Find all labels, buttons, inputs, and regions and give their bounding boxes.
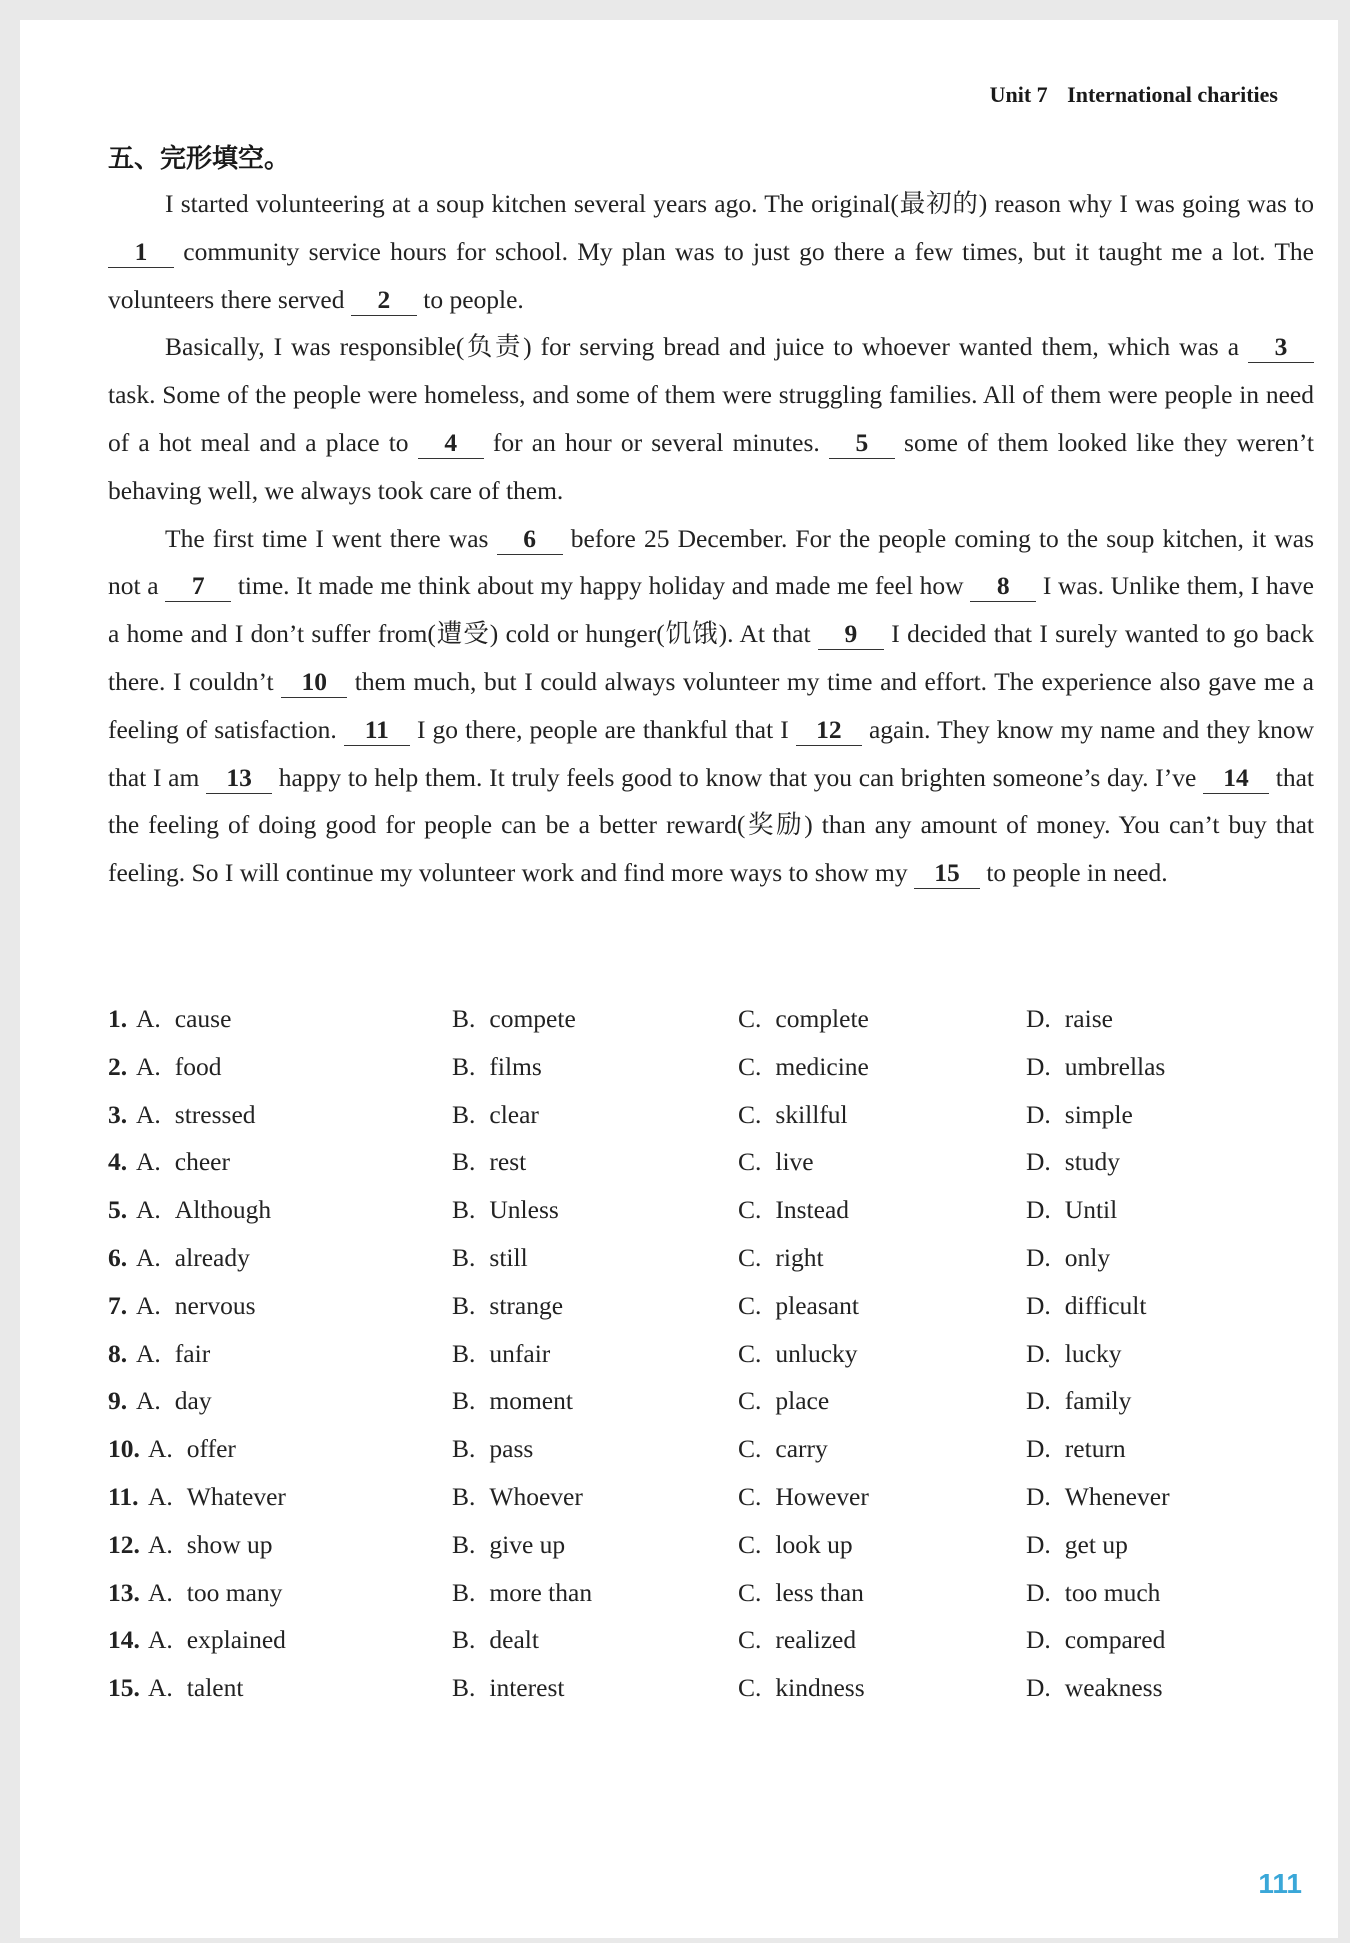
- option-d[interactable]: [1026, 1330, 1121, 1378]
- passage-text: happy to help them. It truly feels good to know that you can brighten someone’s day. I’ve: [272, 762, 1204, 792]
- blank-3[interactable]: 3: [1248, 332, 1314, 363]
- option-letter: B.: [452, 1290, 476, 1320]
- option-a[interactable]: [136, 1377, 212, 1425]
- option-letter: C.: [738, 1290, 762, 1320]
- option-letter: B.: [452, 1338, 476, 1368]
- option-text: nervous: [174, 1290, 256, 1320]
- option-text: Whatever: [186, 1481, 286, 1511]
- option-c[interactable]: [738, 1473, 869, 1521]
- blank-14[interactable]: 14: [1203, 763, 1269, 794]
- option-b[interactable]: [452, 1186, 559, 1234]
- option-text: unfair: [489, 1338, 551, 1368]
- option-d[interactable]: [1026, 1282, 1146, 1330]
- option-b[interactable]: [452, 1282, 563, 1330]
- question-number: 2.: [108, 1051, 128, 1081]
- option-text: Whenever: [1064, 1481, 1170, 1511]
- option-c[interactable]: [738, 1616, 856, 1664]
- option-c[interactable]: [738, 1282, 859, 1330]
- option-text: clear: [489, 1099, 539, 1129]
- passage-text: some of them looked like they weren’t behaving well, we always took care of them.: [108, 427, 1314, 505]
- option-letter: C.: [738, 1242, 762, 1272]
- question-row: [108, 1234, 1314, 1282]
- option-letter: D.: [1026, 1242, 1051, 1272]
- option-letter: B.: [452, 1242, 476, 1272]
- question-row: [108, 995, 1314, 1043]
- option-letter: A.: [148, 1625, 173, 1655]
- option-letter: B.: [452, 1577, 476, 1607]
- question-number: 12.: [108, 1529, 140, 1559]
- option-letter: A.: [148, 1481, 173, 1511]
- option-c[interactable]: [738, 1664, 865, 1712]
- option-text: realized: [775, 1625, 857, 1655]
- question-row: [108, 1186, 1314, 1234]
- option-a[interactable]: [148, 1521, 273, 1569]
- option-text: return: [1064, 1434, 1126, 1464]
- question-row: [108, 1377, 1314, 1425]
- option-letter: D.: [1026, 1529, 1051, 1559]
- option-text: medicine: [775, 1051, 869, 1081]
- option-text: dealt: [489, 1625, 539, 1655]
- option-a[interactable]: [136, 1186, 271, 1234]
- option-a[interactable]: [148, 1425, 236, 1473]
- option-text: moment: [489, 1386, 573, 1416]
- question-number: 15.: [108, 1673, 140, 1703]
- option-text: Whoever: [489, 1481, 583, 1511]
- option-a[interactable]: [148, 1569, 282, 1617]
- option-letter: A.: [148, 1529, 173, 1559]
- option-text: only: [1064, 1242, 1111, 1272]
- option-a[interactable]: [136, 1138, 230, 1186]
- passage-text: community service hours for school. My plan was to just go there a few times, but it taught me a lot. The volunteers there served: [108, 236, 1314, 314]
- option-text: already: [174, 1242, 250, 1272]
- option-letter: D.: [1026, 1434, 1051, 1464]
- question-row: [108, 1664, 1314, 1712]
- option-letter: A.: [148, 1434, 173, 1464]
- option-d[interactable]: [1026, 1234, 1110, 1282]
- option-text: still: [489, 1242, 528, 1272]
- option-text: study: [1064, 1147, 1121, 1177]
- option-letter: A.: [136, 1242, 161, 1272]
- option-text: rest: [489, 1147, 527, 1177]
- option-b[interactable]: [452, 1234, 528, 1282]
- option-text: too much: [1064, 1577, 1161, 1607]
- option-text: offer: [186, 1434, 236, 1464]
- question-row: [108, 1091, 1314, 1139]
- question-row: [108, 1138, 1314, 1186]
- option-text: Although: [174, 1195, 272, 1225]
- option-letter: B.: [452, 1147, 476, 1177]
- option-letter: B.: [452, 1386, 476, 1416]
- option-text: Instead: [775, 1195, 850, 1225]
- option-a[interactable]: [148, 1616, 286, 1664]
- option-text: pass: [489, 1434, 534, 1464]
- passage-text: The first time I went there was: [165, 523, 497, 553]
- question-number: 8.: [108, 1338, 128, 1368]
- option-letter: A.: [148, 1673, 173, 1703]
- blank-7[interactable]: 7: [165, 571, 231, 602]
- option-letter: B.: [452, 1051, 476, 1081]
- option-text: day: [174, 1386, 212, 1416]
- option-text: Unless: [489, 1195, 559, 1225]
- option-d[interactable]: [1026, 1377, 1131, 1425]
- option-text: show up: [186, 1529, 273, 1559]
- option-letter: D.: [1026, 1290, 1051, 1320]
- option-text: talent: [186, 1673, 244, 1703]
- question-number: 1.: [108, 1004, 128, 1033]
- option-letter: B.: [452, 1434, 476, 1464]
- option-letter: A.: [136, 1099, 161, 1129]
- passage-text: to people in need.: [979, 858, 1168, 888]
- worksheet-page: [20, 20, 1338, 1938]
- blank-15[interactable]: 15: [914, 858, 980, 889]
- question-row: [108, 1616, 1314, 1664]
- passage-text: I started volunteering at a soup kitchen several years ago. The original(最初的) reason why I was going was to: [165, 189, 1314, 218]
- option-b[interactable]: [452, 1521, 565, 1569]
- option-text: live: [775, 1147, 814, 1177]
- option-text: stressed: [174, 1099, 256, 1129]
- option-d[interactable]: [1026, 1521, 1128, 1569]
- option-a[interactable]: [136, 1091, 256, 1139]
- question-number: 13.: [108, 1577, 140, 1607]
- question-row: [108, 1521, 1314, 1569]
- option-a[interactable]: [136, 1234, 250, 1282]
- option-text: interest: [489, 1673, 565, 1703]
- option-letter: C.: [738, 1577, 762, 1607]
- option-c[interactable]: [738, 1377, 829, 1425]
- option-text: unlucky: [775, 1338, 858, 1368]
- blank-4[interactable]: 4: [418, 428, 484, 459]
- option-letter: B.: [452, 1529, 476, 1559]
- option-text: Until: [1064, 1195, 1118, 1225]
- option-letter: A.: [136, 1004, 161, 1033]
- passage-paragraph-2: [108, 323, 1314, 514]
- option-letter: B.: [452, 1481, 476, 1511]
- blank-13[interactable]: 13: [206, 763, 272, 794]
- option-text: However: [775, 1481, 869, 1511]
- blank-5[interactable]: 5: [829, 428, 895, 459]
- blank-11[interactable]: 11: [344, 715, 410, 746]
- passage-text: time. It made me think about my happy holiday and made me feel how: [231, 571, 971, 601]
- option-a[interactable]: [136, 995, 231, 1043]
- answer-options-list: [108, 995, 1314, 1712]
- blank-12[interactable]: 12: [796, 715, 862, 746]
- question-row: [108, 1473, 1314, 1521]
- option-a[interactable]: [136, 1282, 256, 1330]
- option-letter: C.: [738, 1195, 762, 1225]
- option-letter: A.: [136, 1195, 161, 1225]
- passage-text: for an hour or several minutes.: [483, 427, 829, 457]
- option-text: pleasant: [775, 1290, 859, 1320]
- question-number: 3.: [108, 1099, 128, 1129]
- option-b[interactable]: [452, 1473, 583, 1521]
- question-row: [108, 1330, 1314, 1378]
- option-d[interactable]: [1026, 1473, 1170, 1521]
- option-b[interactable]: [452, 1330, 550, 1378]
- option-text: weakness: [1064, 1673, 1163, 1703]
- option-text: family: [1064, 1386, 1132, 1416]
- option-text: umbrellas: [1064, 1051, 1166, 1081]
- option-text: less than: [775, 1577, 864, 1607]
- option-d[interactable]: [1026, 1186, 1117, 1234]
- option-letter: A.: [136, 1338, 161, 1368]
- option-text: look up: [775, 1529, 853, 1559]
- option-a[interactable]: [148, 1664, 243, 1712]
- blank-8[interactable]: 8: [970, 571, 1036, 602]
- option-letter: D.: [1026, 1147, 1051, 1177]
- option-text: give up: [489, 1529, 566, 1559]
- option-letter: D.: [1026, 1577, 1051, 1607]
- option-text: get up: [1064, 1529, 1128, 1559]
- option-letter: A.: [136, 1386, 161, 1416]
- option-b[interactable]: [452, 1664, 564, 1712]
- passage-text: I was. Unlike them, I have a home and I don’t suffer from(遭受) cold or hunger(饥饿). At that: [108, 571, 1314, 649]
- option-b[interactable]: [452, 1091, 539, 1139]
- option-letter: A.: [136, 1051, 161, 1081]
- option-letter: C.: [738, 1625, 762, 1655]
- option-d[interactable]: [1026, 1091, 1133, 1139]
- option-letter: C.: [738, 1338, 762, 1368]
- question-number: 6.: [108, 1242, 128, 1272]
- option-text: raise: [1064, 1004, 1113, 1033]
- option-text: strange: [489, 1290, 564, 1320]
- option-d[interactable]: [1026, 1043, 1165, 1091]
- option-letter: D.: [1026, 1195, 1051, 1225]
- option-letter: B.: [452, 1099, 476, 1129]
- option-a[interactable]: [136, 1043, 222, 1091]
- option-d[interactable]: [1026, 1138, 1120, 1186]
- option-c[interactable]: [738, 1521, 853, 1569]
- option-d[interactable]: [1026, 1664, 1163, 1712]
- option-text: fair: [174, 1338, 211, 1368]
- passage-text: again. They know my name and they know that I am: [108, 714, 1315, 792]
- option-text: more than: [489, 1577, 593, 1607]
- passage-text: task. Some of the people were homeless, and some of them were struggling families. All of them were people in need of a hot meal and a place to: [108, 380, 1314, 457]
- option-letter: B.: [452, 1004, 476, 1033]
- question-row: [108, 1425, 1314, 1473]
- passage-text: to people.: [416, 284, 524, 314]
- option-letter: A.: [136, 1290, 161, 1320]
- section-title: 五、完形填空。: [108, 144, 291, 174]
- option-d[interactable]: [1026, 995, 1113, 1043]
- option-letter: C.: [738, 1673, 762, 1703]
- unit-title: International charities: [1067, 82, 1278, 107]
- option-text: explained: [186, 1625, 286, 1655]
- unit-label: Unit 7: [989, 82, 1048, 107]
- option-c[interactable]: [738, 1425, 828, 1473]
- running-header: [990, 82, 1278, 108]
- option-c[interactable]: [738, 1186, 849, 1234]
- question-number: 9.: [108, 1386, 128, 1416]
- option-text: simple: [1064, 1099, 1133, 1129]
- question-row: [108, 1043, 1314, 1091]
- question-number: 14.: [108, 1625, 140, 1655]
- question-number: 10.: [108, 1434, 140, 1464]
- blank-2[interactable]: 2: [351, 285, 417, 316]
- option-letter: D.: [1026, 1673, 1051, 1703]
- passage-text: before 25 December. For the people coming to the soup kitchen, it was not a: [108, 523, 1314, 601]
- blank-1[interactable]: 1: [108, 237, 174, 268]
- option-letter: A.: [148, 1577, 173, 1607]
- option-a[interactable]: [148, 1473, 286, 1521]
- option-c[interactable]: [738, 1043, 869, 1091]
- option-b[interactable]: [452, 1043, 542, 1091]
- option-letter: D.: [1026, 1004, 1051, 1033]
- question-row: [108, 1569, 1314, 1617]
- option-text: kindness: [775, 1673, 865, 1703]
- passage-text: I go there, people are thankful that I: [409, 714, 796, 744]
- option-letter: C.: [738, 1529, 762, 1559]
- question-number: 4.: [108, 1147, 128, 1177]
- option-d[interactable]: [1026, 1569, 1160, 1617]
- option-b[interactable]: [452, 1377, 573, 1425]
- option-text: place: [775, 1386, 830, 1416]
- option-text: too many: [186, 1577, 283, 1607]
- option-c[interactable]: [738, 1569, 864, 1617]
- blank-6[interactable]: 6: [497, 524, 563, 555]
- option-text: cause: [174, 1004, 232, 1033]
- question-number: 7.: [108, 1290, 128, 1320]
- option-d[interactable]: [1026, 1616, 1165, 1664]
- option-letter: D.: [1026, 1051, 1051, 1081]
- option-a[interactable]: [136, 1330, 210, 1378]
- option-d[interactable]: [1026, 1425, 1126, 1473]
- option-b[interactable]: [452, 1569, 592, 1617]
- blank-10[interactable]: 10: [281, 667, 347, 698]
- option-text: compete: [489, 1004, 576, 1033]
- page-number: 111: [1258, 1868, 1302, 1899]
- option-text: carry: [775, 1434, 828, 1464]
- option-letter: C.: [738, 1481, 762, 1511]
- option-letter: D.: [1026, 1625, 1051, 1655]
- option-text: compared: [1064, 1625, 1166, 1655]
- question-number: 11.: [108, 1481, 139, 1511]
- question-row: [108, 1282, 1314, 1330]
- option-letter: C.: [738, 1434, 762, 1464]
- option-letter: D.: [1026, 1481, 1051, 1511]
- option-letter: A.: [136, 1147, 161, 1177]
- passage-paragraph-1: [108, 180, 1314, 323]
- option-letter: C.: [738, 1386, 762, 1416]
- passage-text: Basically, I was responsible(负责) for serving bread and juice to whoever wanted them, which was a: [165, 332, 1248, 362]
- option-letter: C.: [738, 1004, 762, 1033]
- option-b[interactable]: [452, 1616, 539, 1664]
- option-c[interactable]: [738, 1138, 814, 1186]
- option-c[interactable]: [738, 995, 869, 1043]
- question-number: 5.: [108, 1195, 128, 1225]
- option-text: complete: [775, 1004, 869, 1033]
- option-letter: C.: [738, 1147, 762, 1177]
- passage-paragraph-3: [108, 515, 1314, 897]
- passage-text: I decided that I surely wanted to go back there. I couldn’t: [108, 619, 1314, 696]
- option-letter: C.: [738, 1051, 762, 1081]
- passage-text: them much, but I could always volunteer my time and effort. The experience also gave me a feeling of satisfaction.: [108, 666, 1314, 744]
- option-letter: D.: [1026, 1099, 1051, 1129]
- option-c[interactable]: [738, 1234, 824, 1282]
- option-letter: B.: [452, 1195, 476, 1225]
- option-text: right: [775, 1242, 824, 1272]
- option-text: cheer: [174, 1147, 230, 1177]
- passage-text: that the feeling of doing good for people can be a better reward(奖励) than any amount of money. You can’t buy that feeling. So I will continue my volunteer work and find more ways to show my: [108, 762, 1314, 888]
- option-c[interactable]: [738, 1091, 848, 1139]
- cloze-passage: [108, 180, 1314, 897]
- option-b[interactable]: [452, 995, 576, 1043]
- option-letter: B.: [452, 1673, 476, 1703]
- option-letter: D.: [1026, 1386, 1051, 1416]
- option-text: skillful: [775, 1099, 848, 1129]
- option-letter: D.: [1026, 1338, 1051, 1368]
- option-text: food: [174, 1051, 222, 1081]
- option-b[interactable]: [452, 1425, 533, 1473]
- option-letter: B.: [452, 1625, 476, 1655]
- option-c[interactable]: [738, 1330, 858, 1378]
- option-text: films: [489, 1051, 542, 1081]
- option-b[interactable]: [452, 1138, 526, 1186]
- blank-9[interactable]: 9: [818, 619, 884, 650]
- option-letter: C.: [738, 1099, 762, 1129]
- option-text: lucky: [1064, 1338, 1122, 1368]
- option-text: difficult: [1064, 1290, 1147, 1320]
